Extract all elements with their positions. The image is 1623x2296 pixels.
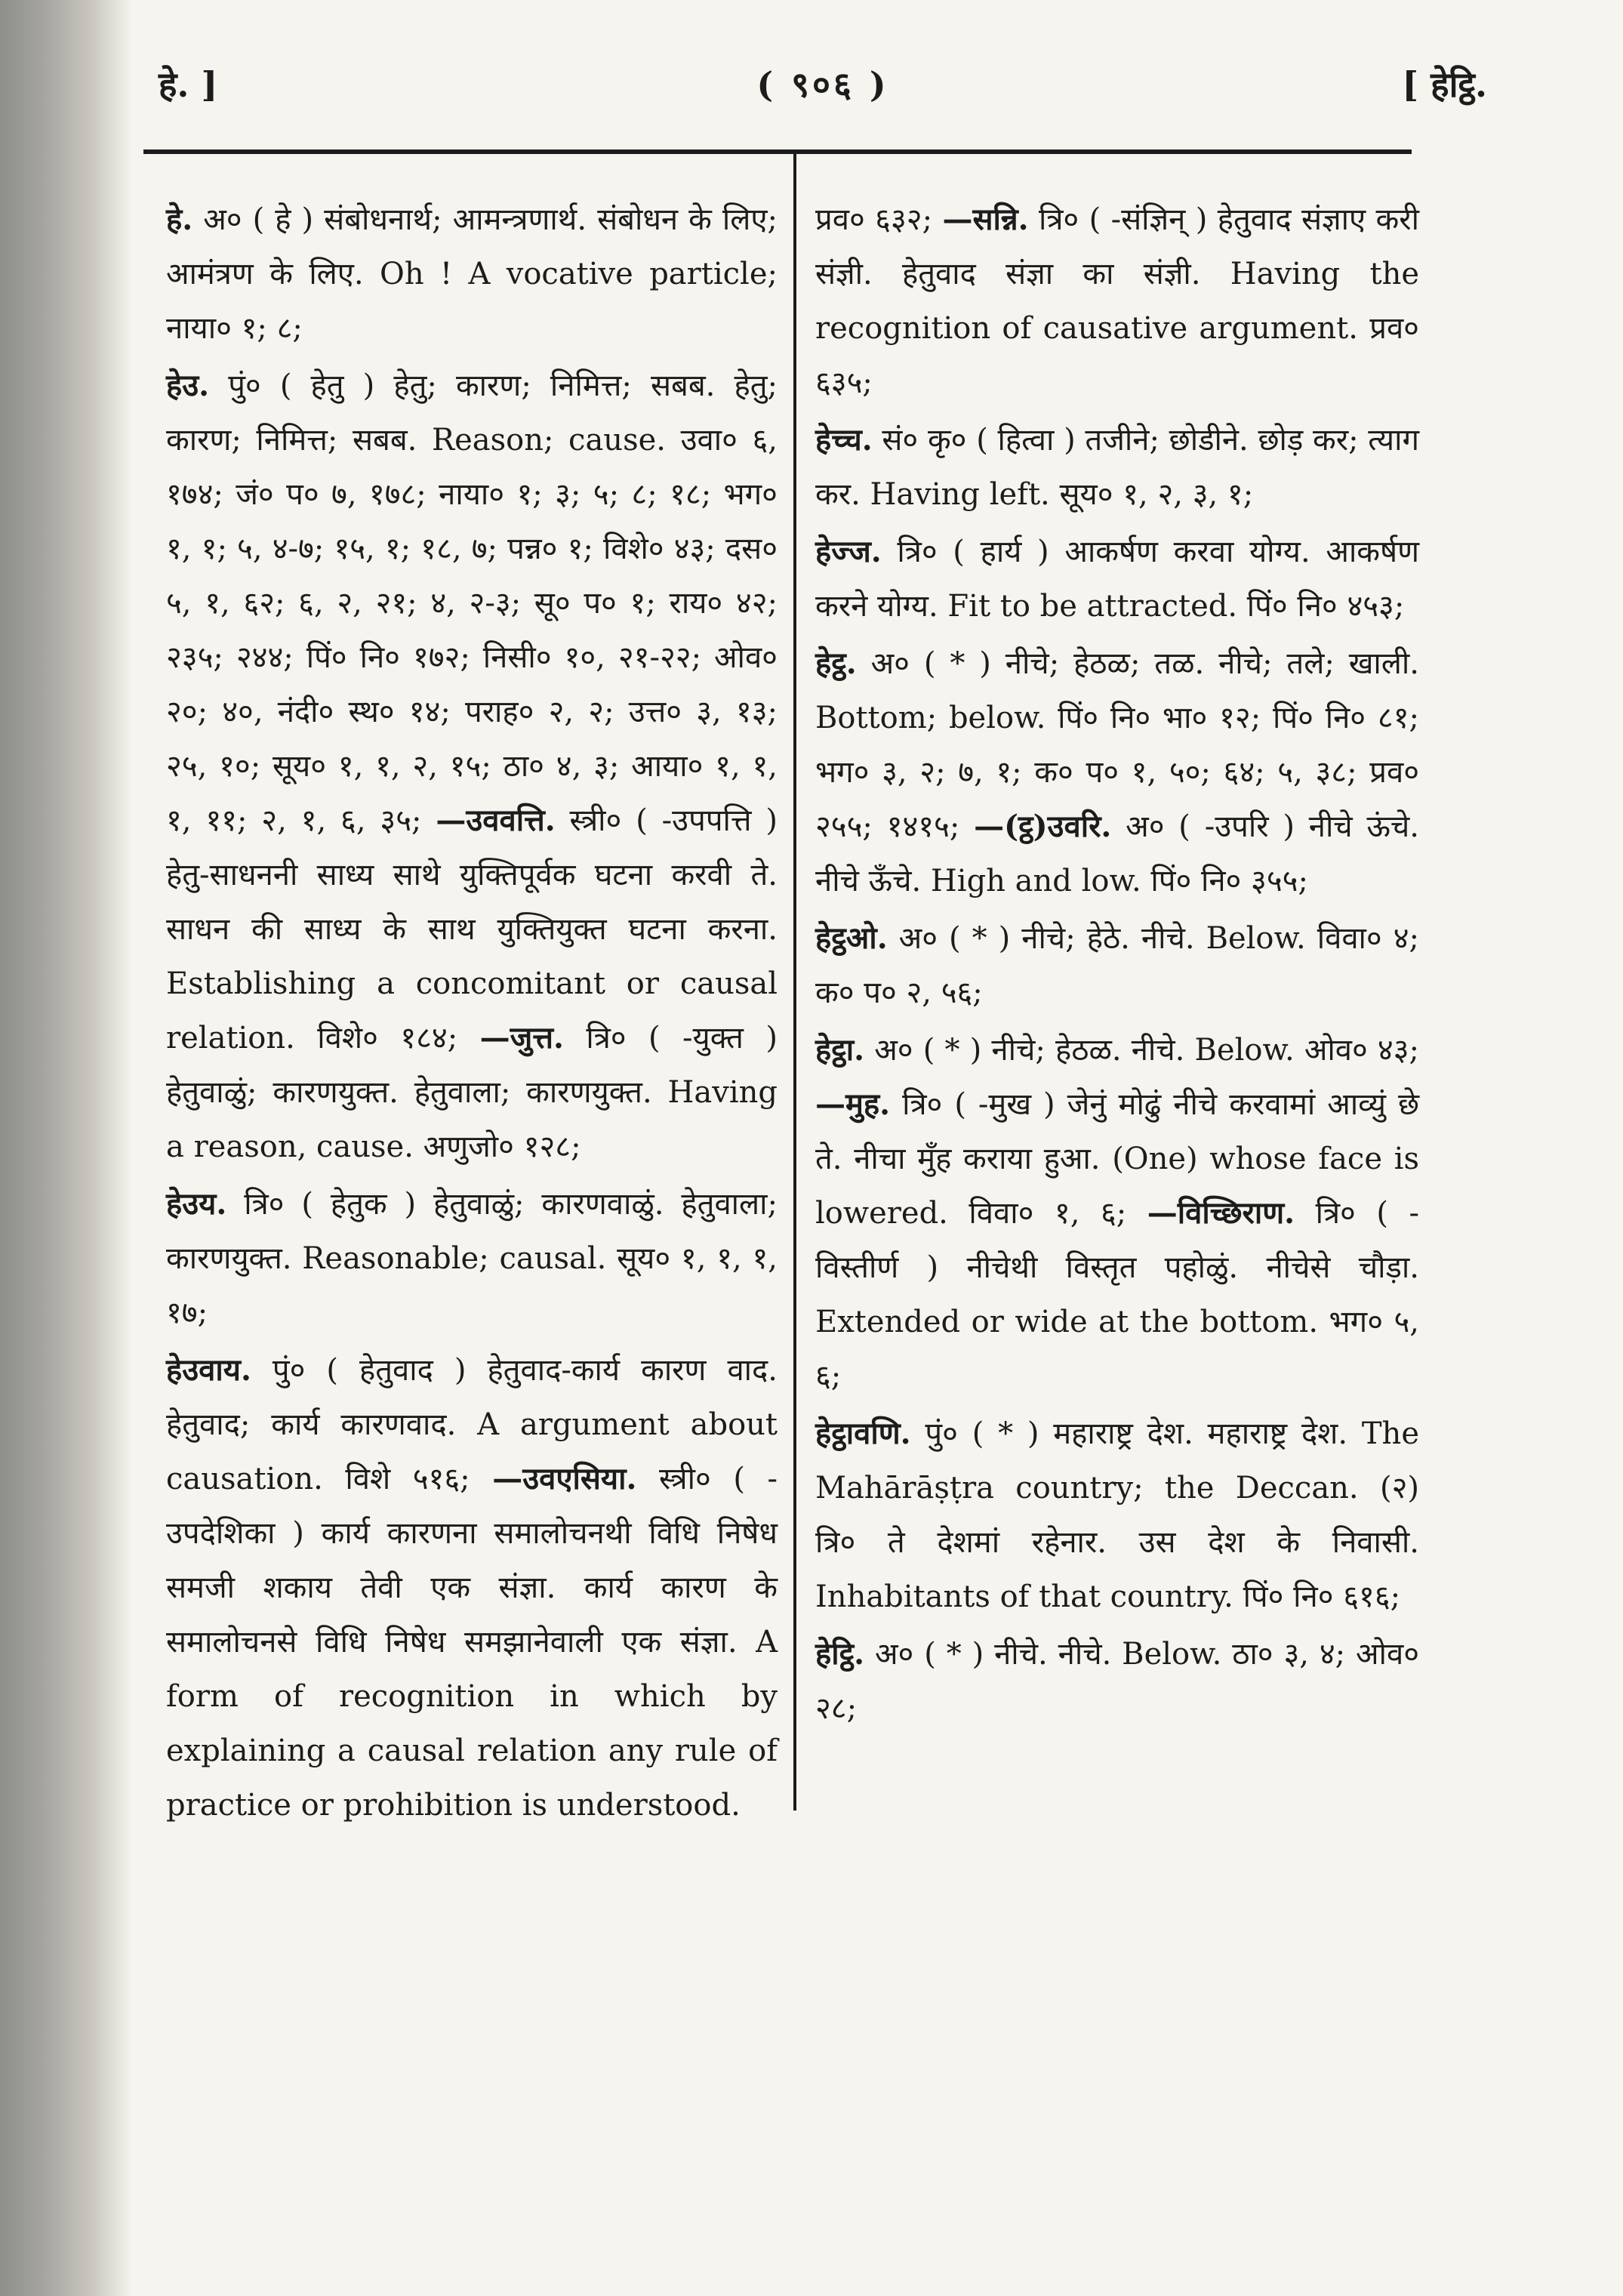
subentry-term: —सन्नि. [942, 202, 1029, 237]
dictionary-entry [166, 1177, 778, 1340]
dictionary-entry [815, 636, 1419, 908]
entry-headword: हेट्ठि. [815, 1636, 865, 1672]
subentry-body: त्रि० ( -युक्त ) हेतुवाळुं; कारणयुक्त. हेतुवाला; कारणयुक्त. Having a reason, cause. अणुजो० १२८; [166, 1021, 778, 1164]
dictionary-entry [815, 525, 1419, 633]
entry-headword: हेट्ठओ. [815, 920, 888, 956]
subentry-term: —मुह. [815, 1086, 891, 1122]
page-number: ( ९०६ ) [756, 64, 889, 105]
entry-body: अ० ( * ) नीचे; हेठळ. नीचे. Below. ओव० ४३; [874, 1033, 1419, 1068]
page-binding-shadow [0, 0, 132, 2296]
dictionary-entry [815, 413, 1419, 522]
subentry-body: अ० ( -उपरि ) नीचे ऊंचे. नीचे ऊँचे. High and low. पिं० नि० ३५५; [815, 809, 1420, 898]
entry-headword: हेउवाय. [166, 1352, 251, 1388]
subentry-body: स्त्री० ( -उपदेशिका ) कार्य कारणना समालोचनथी विधि निषेध समजी शकाय तेवी एक संज्ञा. कार्य कारण के समालोचनसे विधि निषेध समझानेवाली एक संज्ञा. A form of recognition in which by explaining a causal relation any rule of practice or prohibition is understood. [166, 1462, 778, 1823]
header-right-guideword: [ हेट्ठि. [1402, 64, 1487, 105]
subentry-body: त्रि० ( -मुख ) जेनुं मोढुं नीचे करवामां आव्युं छे ते. नीचा मुँह कराया हुआ. (One) whose face is lowered. विवा० १, ६; [815, 1087, 1419, 1231]
subentry-term: —जुत्त. [479, 1020, 564, 1056]
entry-headword: हेट्ठ. [815, 646, 857, 681]
entry-headword: हेउय. [166, 1186, 227, 1222]
column-divider [793, 149, 796, 1811]
dictionary-entry [166, 359, 778, 1174]
entry-body: त्रि० ( हेतुक ) हेतुवाळुं; कारणवाळुं. हेतुवाला; कारणयुक्त. Reasonable; causal. सूय० १, १, १, १७; [166, 1187, 778, 1330]
entry-body: अ० ( हे ) संबोधनार्थ; आमन्त्रणार्थ. संबोधन के लिए; आमंत्रण के लिए. Oh ! A vocative particle; नाया० १; ८; [166, 202, 778, 346]
entry-headword: हे. [166, 202, 193, 237]
entry-body: सं० कृ० ( हित्वा ) तजीने; छोडीने. छोड़ कर; त्याग कर. Having left. सूय० १, २, ३, १; [815, 423, 1419, 512]
entry-body: पुं० ( हेतुवाद ) हेतुवाद-कार्य कारण वाद. हेतुवाद; कार्य कारणवाद. A argument about causation. विशे ५१६; [166, 1353, 778, 1496]
dictionary-entry [815, 1407, 1419, 1624]
right-column [815, 193, 1419, 1739]
dictionary-entry [166, 193, 778, 356]
entry-body: अ० ( * ) नीचे. नीचे. Below. ठा० ३, ४; ओव० २८; [815, 1637, 1420, 1726]
entry-body: पुं० ( हेतु ) हेतु; कारण; निमित्त; सबब. हेतु; कारण; निमित्त; सबब. Reason; cause. उवा० ६, १७४; जं० प० ७, १७८; नाया० १; ३; ५; ८; १८; भग० १, १; ५, ४-७; १५, १; १८, ७; पन्न० १; विशे० ४३; दस० ५, १, ६२; ६, २, २१; ४, २-३; सू० प० १; राय० ४२; २३५; २४४; पिं० नि० १७२; निसी० १०, २१-२२; ओव० २०; ४०, नंदी० स्थ० १४; पराह० २, २; उत्त० ३, १३; २५, १०; सूय० १, १, २, १५; ठा० ४, ३; आया० १, १, १, ११; २, १, ६, ३५; [166, 368, 778, 838]
header-rule [143, 149, 1412, 154]
entry-headword: हेज्ज. [815, 534, 882, 569]
page-header [159, 60, 1487, 121]
entry-body: अ० ( * ) नीचे; हेठे. नीचे. Below. विवा० ४; क० प० २, ५६; [815, 921, 1419, 1010]
entry-headword: हेट्ठावणि. [815, 1416, 911, 1451]
header-left-guideword: हे. ] [159, 64, 218, 105]
dictionary-entry [815, 1627, 1419, 1736]
subentry-term: —विच्छिराण. [1147, 1195, 1295, 1231]
entry-body: अ० ( * ) नीचे; हेठळ; तळ. नीचे; तले; खाली. Bottom; below. पिं० नि० भा० १२; पिं० नि० ८१; भग० ३, २; ७, १; क० प० १, ५०; ६४; ५, ३८; प्रव० २५५; १४१५; [815, 646, 1419, 844]
subentry-term: —उवएसिया. [492, 1461, 637, 1496]
dictionary-entry-continued [815, 193, 1419, 410]
left-column [166, 193, 778, 1835]
entry-headword: हेच्च. [815, 422, 873, 458]
subentry-term: —उववत्ति. [436, 803, 556, 838]
entry-headword: हेट्ठा. [815, 1032, 865, 1068]
entry-headword: हेउ. [166, 368, 210, 403]
subentry-body: त्रि० ( -विस्तीर्ण ) नीचेथी विस्तृत पहोळुं. नीचेसे चौड़ा. Extended or wide at the bottom. भग० ५, ६; [815, 1196, 1420, 1394]
dictionary-entry [815, 1023, 1419, 1404]
entry-body: पुं० ( * ) महाराष्ट्र देश. महाराष्ट्र देश. The Mahārāṣṭra country; the Deccan. (२) त्रि० ते देशमां रहेनार. उस देश के निवासी. Inhabitants of that country. पिं० नि० ६१६; [815, 1416, 1419, 1614]
dictionary-entry [815, 911, 1419, 1020]
subentry-body: त्रि० ( -संज्ञिन् ) हेतुवाद संज्ञाए करी संज्ञी. हेतुवाद संज्ञा का संज्ञी. Having the recognition of causative argument. प्रव० ६३५; [815, 202, 1419, 400]
entry-body: त्रि० ( हार्य ) आकर्षण करवा योग्य. आकर्षण करने योग्य. Fit to be attracted. पिं० नि० ४५३; [815, 535, 1419, 624]
entry-body: प्रव० ६३२; [815, 202, 933, 237]
dictionary-entry [166, 1343, 778, 1832]
subentry-body: स्त्री० ( -उपपत्ति ) हेतु-साधननी साध्य साथे युक्तिपूर्वक घटना करवी ते. साधन की साध्य के साथ युक्तियुक्त घटना करना. Establishing a concomitant or causal relation. विशे० १८४; [166, 803, 778, 1056]
subentry-term: —(ट्ठ)उवरि. [974, 809, 1112, 844]
